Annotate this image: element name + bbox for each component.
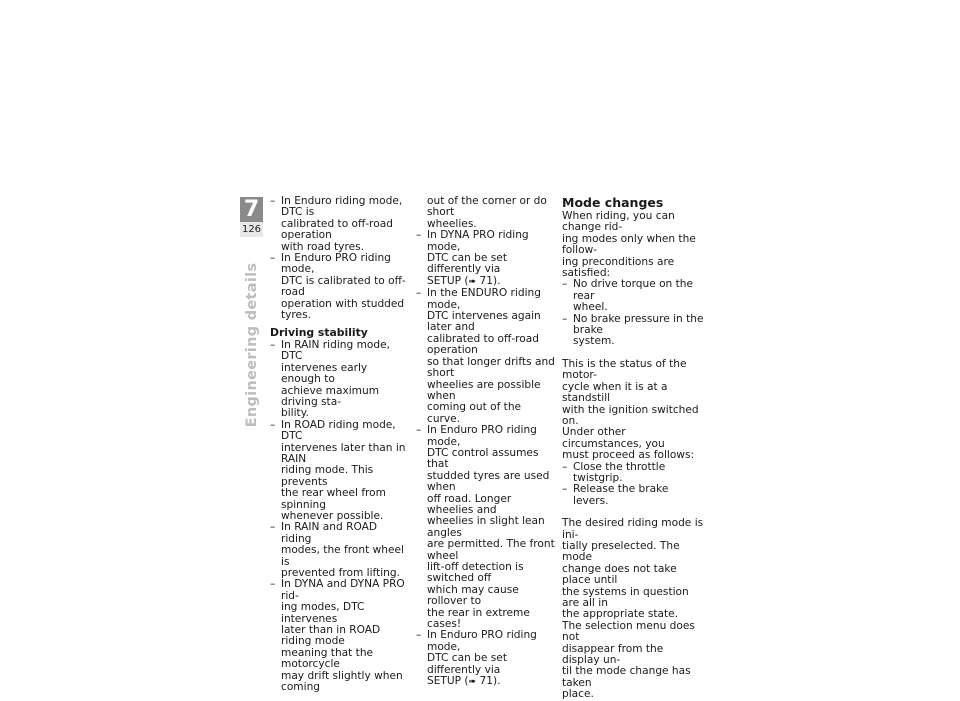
chapter-side-title: Engineering details [244,262,260,428]
text-column-2 [416,196,556,688]
reference-arrow-icon: ➠ [468,677,477,688]
list-item: – No brake pressure in the brake system. [562,312,704,348]
paragraph: When riding, you can change rid- ing modes only when the follow- ing preconditions are satisfied: [562,210,696,280]
list-item: – In Enduro riding mode, DTC is calibrated to off-road operation with road tyres. [270,195,403,253]
dash-bullet-icon: – [562,483,568,496]
list-item: – In Enduro PRO riding mode, DTC can be set differently via SETUP (➠ 71). [416,629,537,688]
list-item: – In ROAD riding mode, DTC intervenes later than in RAIN riding mode. This prevents the rear wheel from spinning whenever possible. [270,418,406,522]
dash-bullet-icon: – [270,252,276,265]
section-heading: Mode changes [562,195,664,210]
list-item: – No drive torque on the rear wheel. [562,278,694,314]
list-item: – In RAIN and ROAD riding modes, the front wheel is prevented from lifting. [270,521,404,579]
continued-text: out of the corner or do short wheelies. [427,195,547,230]
list-item: – In Enduro PRO riding mode, DTC control assumes that studded tyres are used when off road. Longer wheelies and wheelies in slight lean angles are permitted. The front wheel lift-off detection is switched off which may cause rollover to the rear in extreme cases! [416,424,555,631]
dash-bullet-icon: – [270,578,276,591]
paragraph: The desired riding mode is ini- tially preselected. The mode change does not take place until the systems in question are all in the appropriate state. [562,517,704,621]
dash-bullet-icon: – [270,195,276,207]
text-column-3 [562,196,704,701]
list-item: – In RAIN riding mode, DTC intervenes early enough to achieve maximum driving sta- bility. [270,338,390,420]
dash-bullet-icon: – [416,229,422,242]
chapter-number: 7 [243,197,260,222]
dash-bullet-icon: – [270,418,276,431]
dash-bullet-icon: – [416,629,422,642]
list-item: – In DYNA PRO riding mode, DTC can be set differently via SETUP (➠ 71). [416,229,529,287]
page-number: 126 [241,224,262,235]
reference-arrow-icon: ➠ [468,276,477,287]
page-reference-link[interactable]: 71 [479,274,493,287]
list-item: – In Enduro PRO riding mode, DTC is calibrated to off-road operation with studded tyres. [270,252,406,322]
list-item: – In the ENDURO riding mode, DTC intervenes again later and calibrated to off-road operation so that longer drifts and short wheelies are possible when coming out of the curve. [416,287,555,425]
dash-bullet-icon: – [416,424,422,437]
dash-bullet-icon: – [562,460,568,473]
dash-bullet-icon: – [416,287,422,300]
paragraph: The selection menu does not disappear from the display un- til the mode change has taken place. [562,619,695,701]
page-reference-link[interactable]: 71 [479,675,493,688]
paragraph: This is the status of the motor- cycle when it is at a standstill with the ignition switched on. Under other circumstances, you must proceed as follows: [562,357,699,462]
list-item: – In DYNA and DYNA PRO rid- ing modes, DTC intervenes later than in ROAD riding mode meaning that the motorcycle may drift slightly when coming [270,578,405,694]
list-item: – Close the throttle twistgrip. [562,460,666,484]
dash-bullet-icon: – [270,338,276,351]
dash-bullet-icon: – [270,521,276,534]
list-item: – Release the brake levers. [562,483,669,507]
text-column-1 [270,196,410,693]
dash-bullet-icon: – [562,312,568,325]
section-heading: Driving stability [270,326,368,340]
chapter-tab [240,197,263,237]
dash-bullet-icon: – [562,278,568,291]
